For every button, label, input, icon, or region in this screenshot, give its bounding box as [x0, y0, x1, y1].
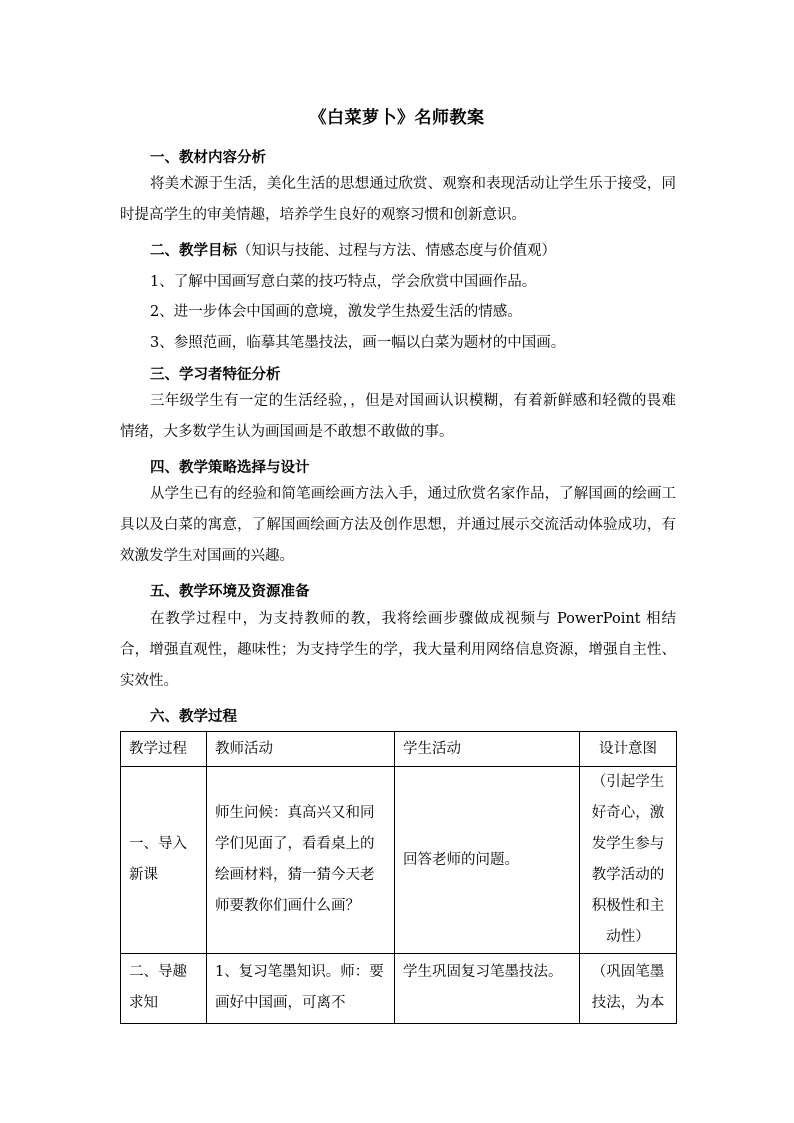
table-cell-teacher: 师生问候：真高兴又和同学们见面了，看看桌上的绘画材料，猜一猜今天老师要教你们画什么画？	[207, 767, 395, 954]
section-heading-2-label: 二、教学目标	[150, 242, 237, 259]
table-header-cell: 学生活动	[395, 732, 580, 767]
section-heading-6: 六、教学过程	[150, 708, 237, 725]
table-cell-student: 回答老师的问题。	[395, 767, 580, 954]
table-header-row	[121, 732, 677, 767]
section-heading-1: 一、教材内容分析	[150, 149, 266, 166]
table-header-cell: 教师活动	[207, 732, 395, 767]
objective-item: 3、参照范画，临摹其笔墨技法，画一幅以白菜为题材的中国画。	[150, 335, 566, 351]
section-body-4: 从学生已有的经验和简笔画绘画方法入手，通过欣赏名家作品，了解国画的绘画工具以及白菜的寓意，了解国画绘画方法及创作思想，并通过展示交流活动体验成功，有效激发学生对国画的兴趣。	[120, 486, 676, 564]
section-body-3: 三年级学生有一定的生活经验，，但是对国画认识模糊，有着新鲜感和轻微的畏难情绪，大多数学生认为画国画是不敢想不敢做的事。	[120, 393, 676, 440]
section-heading-2	[150, 239, 556, 260]
table-cell-intent: （引起学生好奇心，激发学生参与教学活动的积极性和主动性）	[580, 767, 677, 954]
table-cell-stage: 一、导入新课	[121, 767, 207, 954]
table-row	[121, 767, 677, 954]
table-header-cell: 教学过程	[121, 732, 207, 767]
section-body-1: 将美术源于生活，美化生活的思想通过欣赏、观察和表现活动让学生乐于接受，同时提高学生的审美情趣，培养学生良好的观察习惯和创新意识。	[120, 176, 676, 223]
table-header-cell: 设计意图	[580, 732, 677, 767]
section-heading-2-note: （知识与技能、过程与方法、情感态度与价值观）	[237, 243, 556, 259]
table-cell-student: 学生巩固复习笔墨技法。	[395, 954, 580, 1024]
table-cell-teacher: 1、复习笔墨知识。师：要画好中国画，可离不	[207, 954, 395, 1024]
section-body-5: 在教学过程中，为支持教师的教，我将绘画步骤做成视频与 PowerPoint 相结合，增强直观性，趣味性；为支持学生的学，我大量利用网络信息资源，增强自主性、实效性。	[120, 611, 676, 689]
document-title: 《白菜萝卜》名师教案	[309, 108, 485, 128]
table-row	[121, 954, 677, 1024]
table-cell-stage: 二、导趣求知	[121, 954, 207, 1024]
section-heading-5: 五、教学环境及资源准备	[150, 583, 310, 600]
section-heading-4: 四、教学策略选择与设计	[150, 459, 310, 476]
teaching-process-table	[120, 731, 677, 1024]
objective-item: 2、进一步体会中国画的意境，激发学生热爱生活的情感。	[150, 304, 522, 320]
objective-item: 1、了解中国画写意白菜的技巧特点，学会欣赏中国画作品。	[150, 274, 537, 290]
table-cell-intent: （巩固笔墨技法，为本	[580, 954, 677, 1024]
section-heading-3: 三、学习者特征分析	[150, 366, 281, 383]
